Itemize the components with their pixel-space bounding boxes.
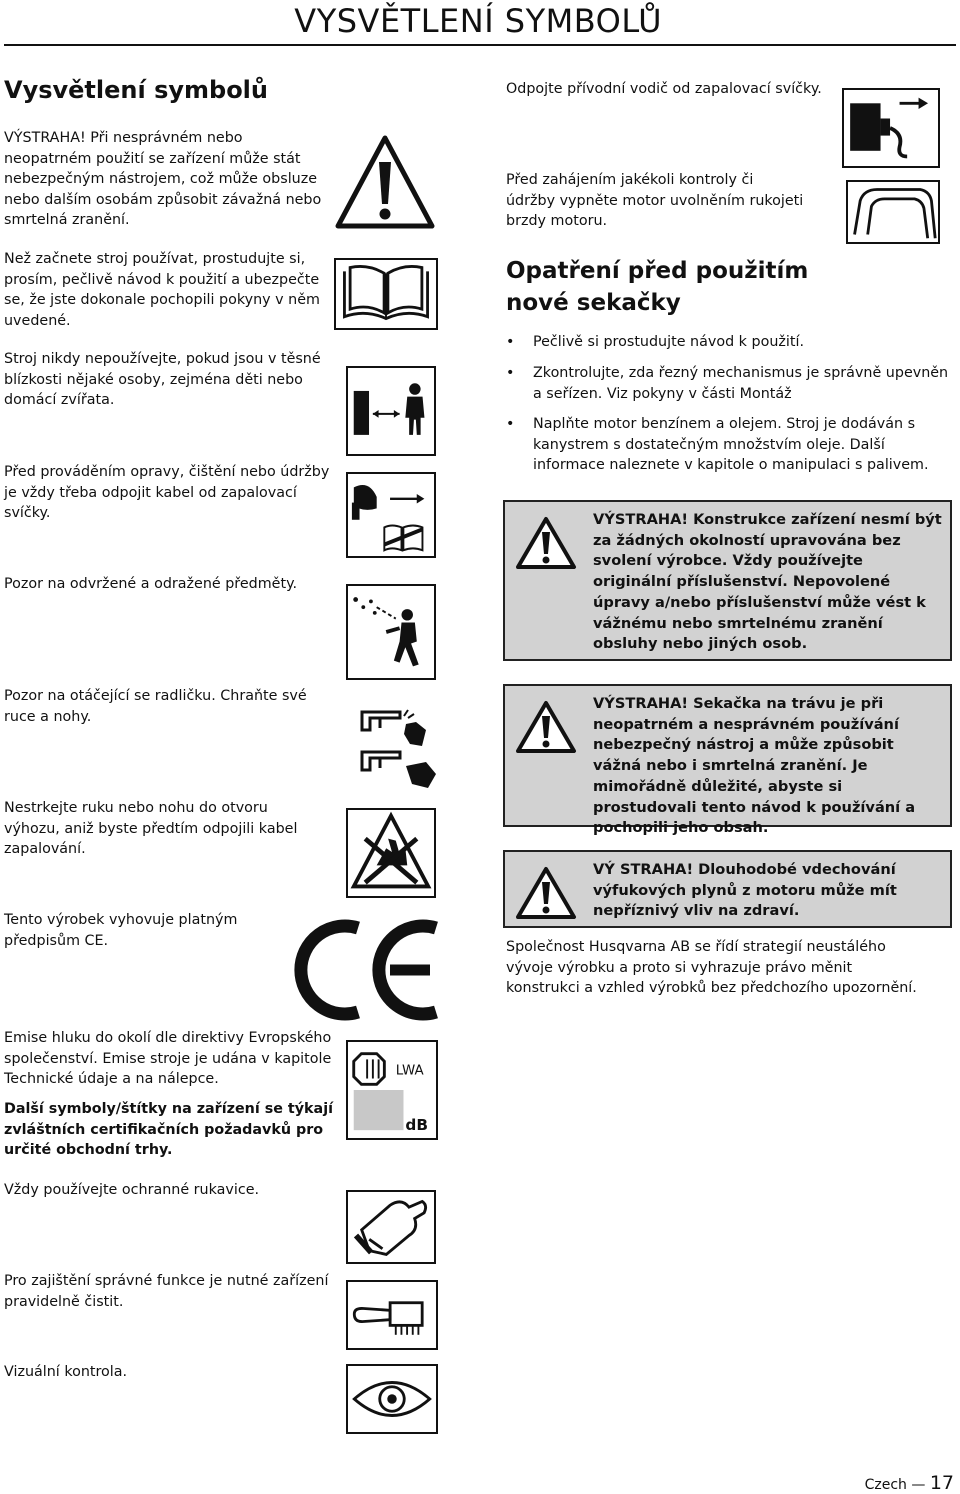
warning-text: VÝSTRAHA! Konstrukce zařízení nesmí být za žádných okolností upravována bez svolení výrobce. Vždy používejte originální příslušenství. Nepovolené úpravy a/nebo příslušenství může vést k vážnému nebo smrtelnému zranění obsluhy nebo jiných osob.: [593, 511, 942, 653]
company-policy-text: Společnost Husqvarna AB se řídí strategií neustálého vývoje výrobku a proto si vyhrazuje právo měnit konstrukci a vzhled výrobků bez předchozího upozornění.: [506, 939, 917, 996]
regular-cleaning-text: Pro zajištění správné funkce je nutné zařízení pravidelně čistit.: [4, 1273, 329, 1310]
hand-prohibited-icon: [346, 808, 436, 898]
footer-language: Czech —: [864, 1477, 926, 1493]
header-rule: [4, 44, 956, 46]
release-brake-text: Před zahájením jakékoli kontroly či údržby vypněte motor uvolněním rukojeti brzdy motoru.: [506, 172, 804, 229]
warning-triangle-icon: [335, 134, 435, 230]
warning-triangle-icon: [515, 866, 577, 920]
disconnect-spark-plug-icon: [346, 472, 436, 558]
protective-gloves-text: Vždy používejte ochranné rukavice.: [4, 1182, 260, 1198]
warning-text: VÝ STRAHA! Dlouhodobé vdechování výfukových plynů z motoru může mít nepříznivý vliv na zdraví.: [593, 861, 897, 920]
warning-box-exhaust: [503, 850, 952, 928]
read-manual-text: Než začnete stroj používat, prostudujte si, prosím, pečlivě návod k použití a ubezpečte se, že jste dokonale pochopili pokyny v něm uvedené.: [4, 251, 320, 329]
page-number: 17: [929, 1472, 954, 1494]
noise-emission-text: Emise hluku do okolí dle direktivy Evropského společenství. Emise stroje je udána v kapitole Technické údaje a na nálepce.: [4, 1030, 332, 1087]
other-symbols-text: Další symboly/štítky na zařízení se týkají zvláštních certifikačních požadavků pro určité obchodní trhy.: [4, 1101, 334, 1158]
bullet-mark: •: [506, 416, 515, 432]
warning-intro-text: VÝSTRAHA! Při nesprávném nebo neopatrném použití se zařízení může stát nebezpečným nástrojem, což může obsluze nebo dalším osobám způsobit závažná nebo smrtelná zranění.: [4, 130, 322, 228]
eye-icon: [346, 1364, 438, 1434]
warning-triangle-icon: [515, 516, 577, 570]
disconnect-plug-text: Před prováděním opravy, čištění nebo údržby je vždy třeba odpojit kabel od zapalovací svíčky.: [4, 464, 330, 521]
ce-compliance-text: Tento výrobek vyhovuje platným předpisům CE.: [4, 912, 238, 949]
thrown-objects-text: Pozor na odvržené a odražené předměty.: [4, 576, 298, 592]
cleaning-brush-icon: [346, 1280, 438, 1350]
section-heading-symbols: Vysvětlení symbolů: [4, 76, 268, 104]
lwa-label: LWA: [395, 1063, 424, 1079]
bullet-text: Zkontrolujte, zda řezný mechanismus je správně upevněn a seřízen. Viz pokyny v části Montáž: [533, 365, 949, 402]
rotating-blade-text: Pozor na otáčející se radličku. Chraňte své ruce a nohy.: [4, 688, 307, 725]
brake-handle-icon: [846, 180, 940, 244]
bullet-mark: •: [506, 365, 515, 381]
protective-gloves-icon: [346, 1190, 436, 1264]
spark-plug-lead-icon: [842, 88, 940, 168]
section-heading-before-use: Opatření před použitím nové sekačky: [506, 258, 809, 316]
warning-box-dangerous-tool: [503, 684, 952, 837]
noise-emission-label: [346, 1040, 438, 1140]
warning-triangle-icon: [515, 700, 577, 754]
bullet-mark: •: [506, 334, 515, 350]
visual-check-text: Vizuální kontrola.: [4, 1364, 128, 1380]
ce-mark-icon: [286, 918, 440, 1022]
rotating-blade-icon: [356, 700, 440, 792]
disconnect-lead-text: Odpojte přívodní vodič od zapalovací svíčky.: [506, 81, 822, 97]
warning-box-modification: [503, 500, 952, 661]
keep-distance-text: Stroj nikdy nepoužívejte, pokud jsou v těsné blízkosti nějaké osoby, zejména děti nebo domácí zvířata.: [4, 351, 321, 408]
keep-distance-icon: [346, 366, 436, 456]
discharge-opening-text: Nestrkejte ruku nebo nohu do otvoru výhozu, aniž byste předtím odpojili kabel zapalování.: [4, 800, 298, 857]
warning-text: VÝSTRAHA! Sekačka na trávu je při neopatrném a nesprávném používání nebezpečný nástroj a může způsobit vážná nebo i smrtelná zranění. Je mimořádně důležité, abyste si prostudovali tento návod k používání a pochopili jeho obsah.: [593, 695, 916, 837]
bullet-text: Pečlivě si prostudujte návod k použití.: [533, 334, 804, 350]
page-header-title: VYSVĚTLENÍ SYMBOLŮ: [294, 2, 662, 40]
page-footer: [865, 1472, 954, 1494]
list-item: [506, 414, 952, 478]
list-item: [506, 363, 952, 407]
db-label: dB: [405, 1116, 429, 1135]
bullet-text: Naplňte motor benzínem a olejem. Stroj je dodáván s kanystrem s dostatečným množstvím oleje. Další informace naleznete v kapitole o manipulaci s palivem.: [533, 416, 929, 473]
thrown-objects-icon: [346, 584, 436, 680]
read-manual-icon: [334, 258, 438, 330]
list-item: [506, 332, 946, 354]
